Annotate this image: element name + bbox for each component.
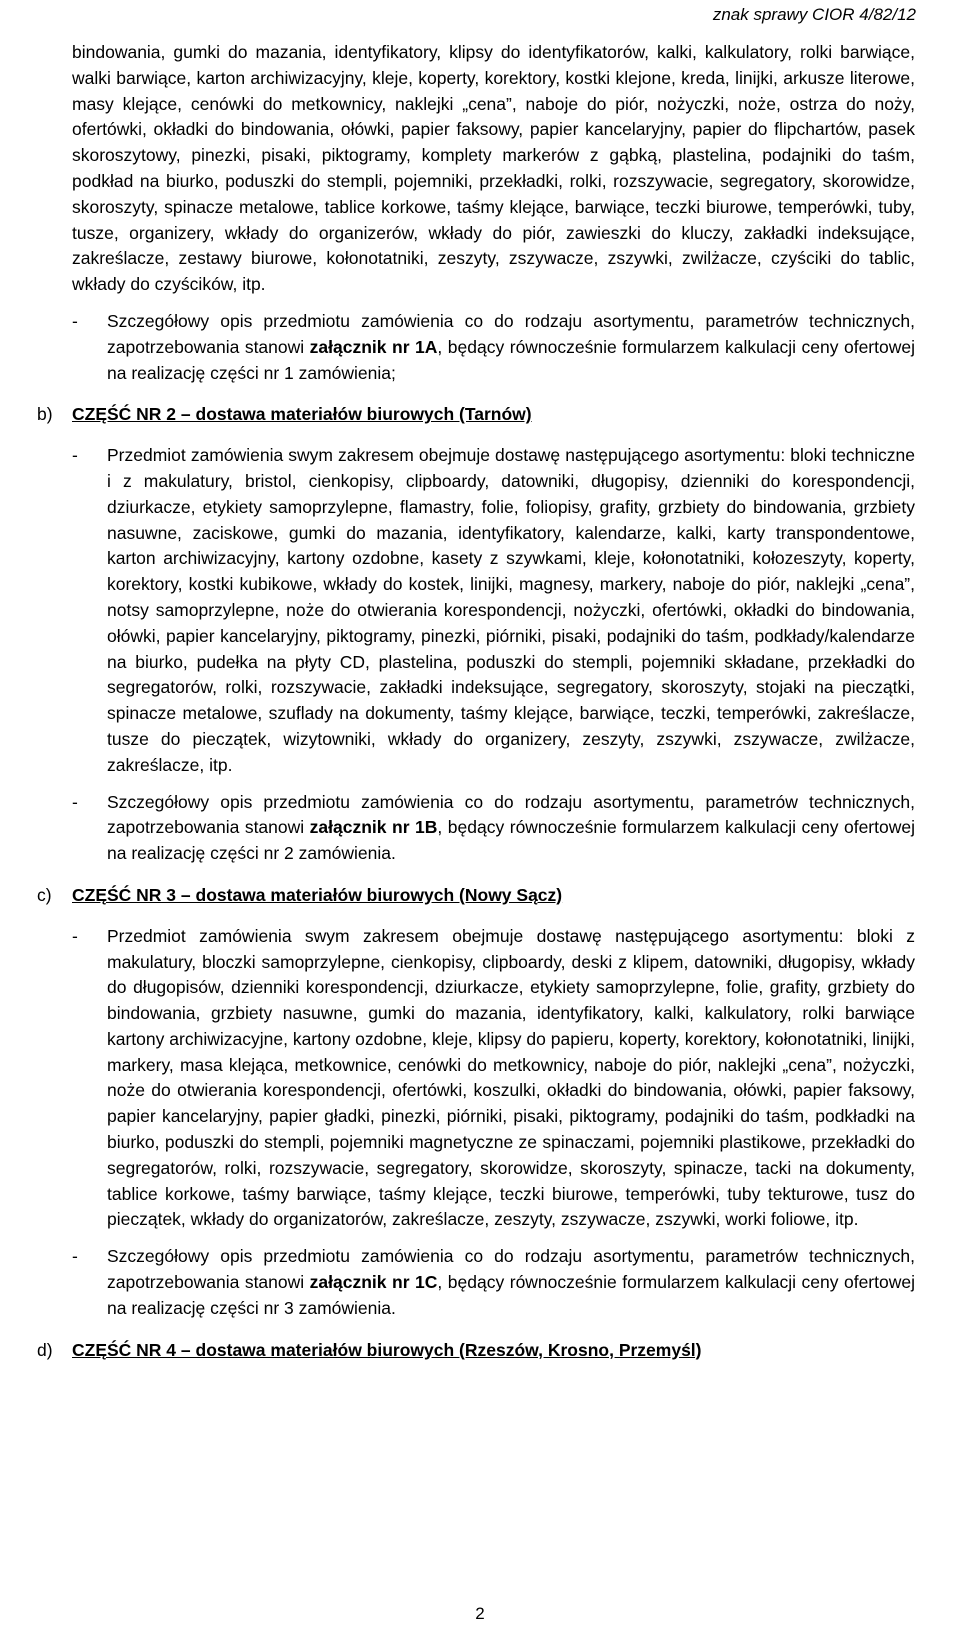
part3-heading xyxy=(37,883,915,909)
part2-scope-paragraph xyxy=(72,443,915,778)
part2-title: CZĘŚĆ NR 2 – dostawa materiałów biurowych (Tarnów) xyxy=(72,404,532,425)
part3-detail-text xyxy=(107,1244,915,1321)
part1-scope-continuation: bindowania, gumki do mazania, identyfikatory, klipsy do identyfikatorów, kalki, kalkulatory, rolki barwiące, walki barwiące, karton archiwizacyjny, kleje, koperty, korektory, kostki klejone, kreda, linijki, arkusze literowe, masy klejące, cenówki do metkownicy, naklejki „cena”, naboje do piór, nożyczki, noże, ostrza do noży, ofertówki, okładki do bindowania, ołówki, papier faksowy, papier kancelaryjny, papier do flipchartów, pasek skoroszytowy, pinezki, pisaki, piktogramy, komplety markerów z gąbką, plastelina, podajniki do taśm, podkład na biurko, poduszki do stempli, pojemniki, przekładki, rolki, rozszywacie, segregatory, skorowidze, skoroszyty, spinacze metalowe, tablice korkowe, taśmy klejące, barwiące, teczki biurowe, temperówki, tuby, tusze, organizery, wkłady do organizerów, wkłady do piór, zawieszki do kluczy, zakładki indeksujące, zakreślacze, zestawy biurowe, kołonotatniki, zeszyty, zszywacze, zszywki, zwilżacze, czyściki do tablic, wkłady do czyścików, itp. xyxy=(72,42,915,295)
part3-detail-paragraph xyxy=(72,1244,915,1321)
attachment-1c: załącznik nr 1C xyxy=(309,1272,438,1293)
part3-detail-before: Szczegółowy opis przedmiotu zamówienia co do rodzaju asortymentu, parametrów technicznych, zapotrzebowania stanowi xyxy=(107,1246,915,1293)
bullet-dash: - xyxy=(72,791,78,812)
part2-detail-before: Szczegółowy opis przedmiotu zamówienia co do rodzaju asortymentu, parametrów technicznych, zapotrzebowania stanowi xyxy=(107,791,915,838)
part2-scope-text: Przedmiot zamówienia swym zakresem obejmuje dostawę następującego asortymentu: bloki techniczne i z makulatury, bristol, cienkopisy, clipboardy, datowniki, długopisy, dzienniki do korespondencji, dziurkacze, etykiety samoprzylepne, flamastry, folie, foliopisy, grafity, grzbiety do bindowania, grzbiety nasuwne, zaciskowe, gumki do mazania, identyfikatory, kalendarze, kalki, karty transpondentowe, karton archiwizacyjny, kartony ozdobne, kasety z szywkami, kleje, kołonotatniki, kołozeszyty, koperty, korektory, kostki kubikowe, wkłady do kostek, linijki, magnesy, markery, naboje do piór, naklejki „cena”, notsy samoprzylepne, noże do otwierania korespondencji, nożyczki, ofertówki, okładki do bindowania, ołówki, papier kancelaryjny, piktogramy, pinezki, piórniki, pisaki, podajniki do taśm, podkłady/kalendarze na biurko, pudełka na płyty CD, plastelina, poduszki do stempli, pojemniki składane, przekładki do segregatorów, rolki, rozszywacie, zakładki indeksujące, segregatory, skoroszyty, stojaki na pieczątki, spinacze metalowe, szuflady na dokumenty, taśmy klejące, barwiące, teczki, temperówki, zakreślacze, tusze do pieczątek, wizytowniki, wkłady do organizery, zeszyty, zszywki, zszywacze, zwilżacze, zakreślacze, itp. xyxy=(107,445,915,775)
part1-detail-before: Szczegółowy opis przedmiotu zamówienia co do rodzaju asortymentu, parametrów technicznych, zapotrzebowania stanowi xyxy=(107,310,915,357)
attachment-1a: załącznik nr 1A xyxy=(309,336,438,357)
document-body xyxy=(37,40,915,1378)
part3-detail-after: , będący równocześnie formularzem kalkulacji ceny ofertowej na realizację części nr 3 zamówienia. xyxy=(107,1272,915,1318)
part2-letter: b) xyxy=(37,404,53,425)
part4-heading xyxy=(37,1338,915,1364)
part2-heading xyxy=(37,402,915,428)
part3-scope-paragraph xyxy=(72,924,915,1234)
part3-letter: c) xyxy=(37,884,52,905)
attachment-1b: załącznik nr 1B xyxy=(309,817,438,838)
bullet-dash: - xyxy=(72,925,78,946)
part4-letter: d) xyxy=(37,1339,53,1360)
part1-detail-after: , będący równocześnie formularzem kalkulacji ceny ofertowej na realizację części nr 1 zamówienia; xyxy=(107,336,915,383)
case-number: znak sprawy CIOR 4/82/12 xyxy=(712,5,916,24)
bullet-dash: - xyxy=(72,1246,78,1267)
part1-detail-paragraph xyxy=(72,309,915,386)
bullet-dash: - xyxy=(72,310,78,331)
part4-title: CZĘŚĆ NR 4 – dostawa materiałów biurowych (Rzeszów, Krosno, Przemyśl) xyxy=(72,1339,702,1360)
page-number: 2 xyxy=(475,1604,485,1623)
part2-detail-text xyxy=(107,790,915,867)
bullet-dash: - xyxy=(72,445,78,466)
part3-title: CZĘŚĆ NR 3 – dostawa materiałów biurowych (Nowy Sącz) xyxy=(72,884,563,905)
part3-scope-text: Przedmiot zamówienia swym zakresem obejmuje dostawę następującego asortymentu: bloki z makulatury, bloczki samoprzylepne, cienkopisy, clipboardy, deski z klipem, datowniki, długopisy, wkłady do długopisów, dzienniki korespondencji, dziurkacze, etykiety samoprzylepne, folie, grafity, grzbiety do bindowania, grzbiety nasuwne, gumki do mazania, identyfikatory, kalki, kalkulatory, rolki barwiące kartony archiwizacyjne, kartony ozdobne, kleje, klipsy do papieru, koperty, korektory, kołonotatniki, linijki, markery, masa klejąca, metkownice, cenówki do metkownicy, naboje do piór, naklejki „cena”, nożyczki, noże do otwierania korespondencji, ofertówki, koszulki, okładki do bindowania, ołówki, papier faksowy, papier kancelaryjny, papier gładki, pinezki, piórniki, pisaki, piktogramy, podajniki do taśm, podkładki na biurko, poduszki do stempli, pojemniki magnetyczne ze spinaczami, pojemniki plastikowe, przekładki do segregatorów, rolki, rozszywacie, segregatory, skorowidze, skoroszyty, spinacze, tacki na dokumenty, tablice korkowe, taśmy barwiące, taśmy klejące, teczki biurowe, temperówki, tuby tekturowe, tusz do pieczątek, wkłady do organizatorów, zakreślacze, zeszyty, zszywacze, zszywki, worki foliowe, itp. xyxy=(107,925,915,1230)
part2-detail-after: , będący równocześnie formularzem kalkulacji ceny ofertowej na realizację części nr 2 zamówienia. xyxy=(107,817,915,864)
part1-detail-text xyxy=(107,309,915,386)
part2-detail-paragraph xyxy=(72,790,915,867)
